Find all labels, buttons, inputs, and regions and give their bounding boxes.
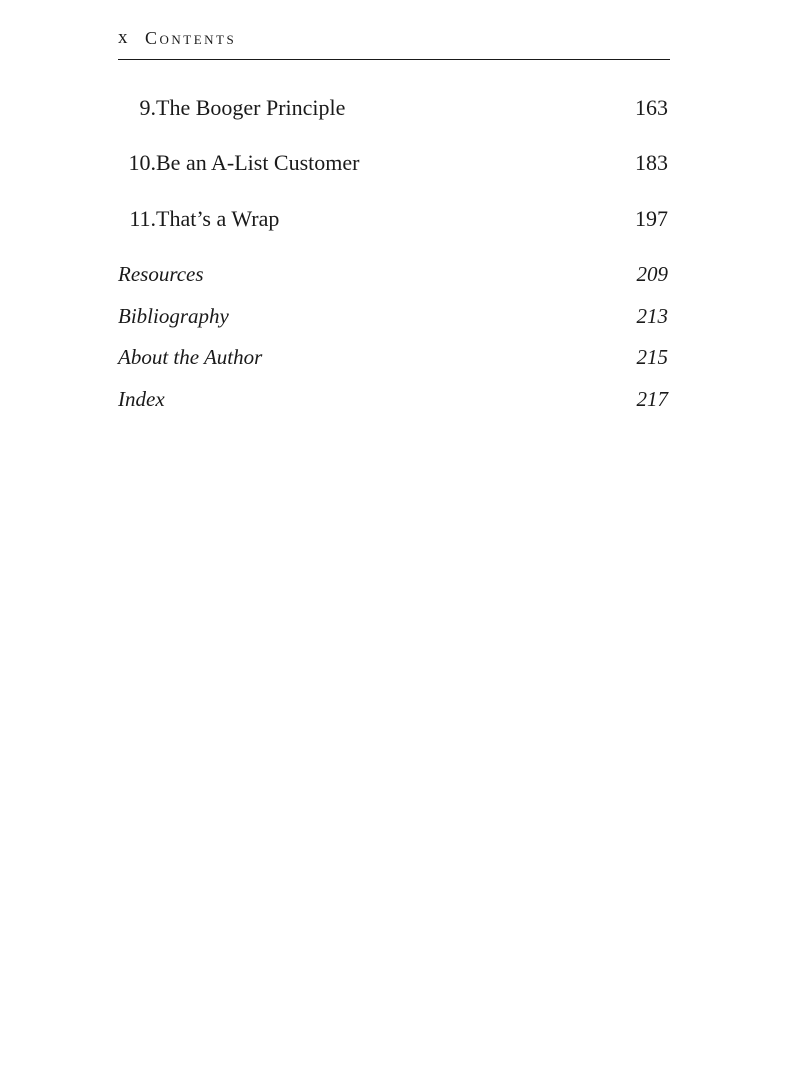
back-matter-title: Resources: [118, 262, 204, 286]
toc-entry-chapter-11[interactable]: [118, 204, 670, 234]
toc-entry-resources[interactable]: [118, 259, 670, 289]
page-number: 217: [636, 387, 668, 411]
chapter-title: Be an A-List Customer: [156, 150, 360, 175]
toc-entry-chapter-9[interactable]: [118, 93, 670, 123]
toc-entry-chapter-10[interactable]: [118, 148, 670, 178]
running-header: [118, 26, 670, 60]
back-matter-title: About the Author: [118, 345, 263, 369]
running-head-title: Contents: [145, 28, 237, 48]
chapter-number: 9.: [139, 95, 156, 120]
page-number: 209: [636, 262, 668, 286]
toc-entry-about-the-author[interactable]: [118, 342, 670, 372]
chapter-title: The Booger Principle: [156, 95, 346, 120]
chapter-number: 11.: [129, 206, 156, 231]
page-number: 163: [635, 95, 668, 120]
toc-entry-bibliography[interactable]: [118, 301, 670, 331]
back-matter-title: Index: [118, 387, 165, 411]
chapter-title: That’s a Wrap: [156, 206, 280, 231]
page-number: 213: [636, 304, 668, 328]
page-folio: x: [118, 27, 129, 48]
back-matter-title: Bibliography: [118, 304, 229, 328]
toc-entry-index[interactable]: [118, 384, 670, 414]
chapter-number: 10.: [128, 150, 156, 175]
page-number: 197: [635, 206, 668, 231]
page-number: 215: [636, 345, 668, 369]
page-number: 183: [635, 150, 668, 175]
